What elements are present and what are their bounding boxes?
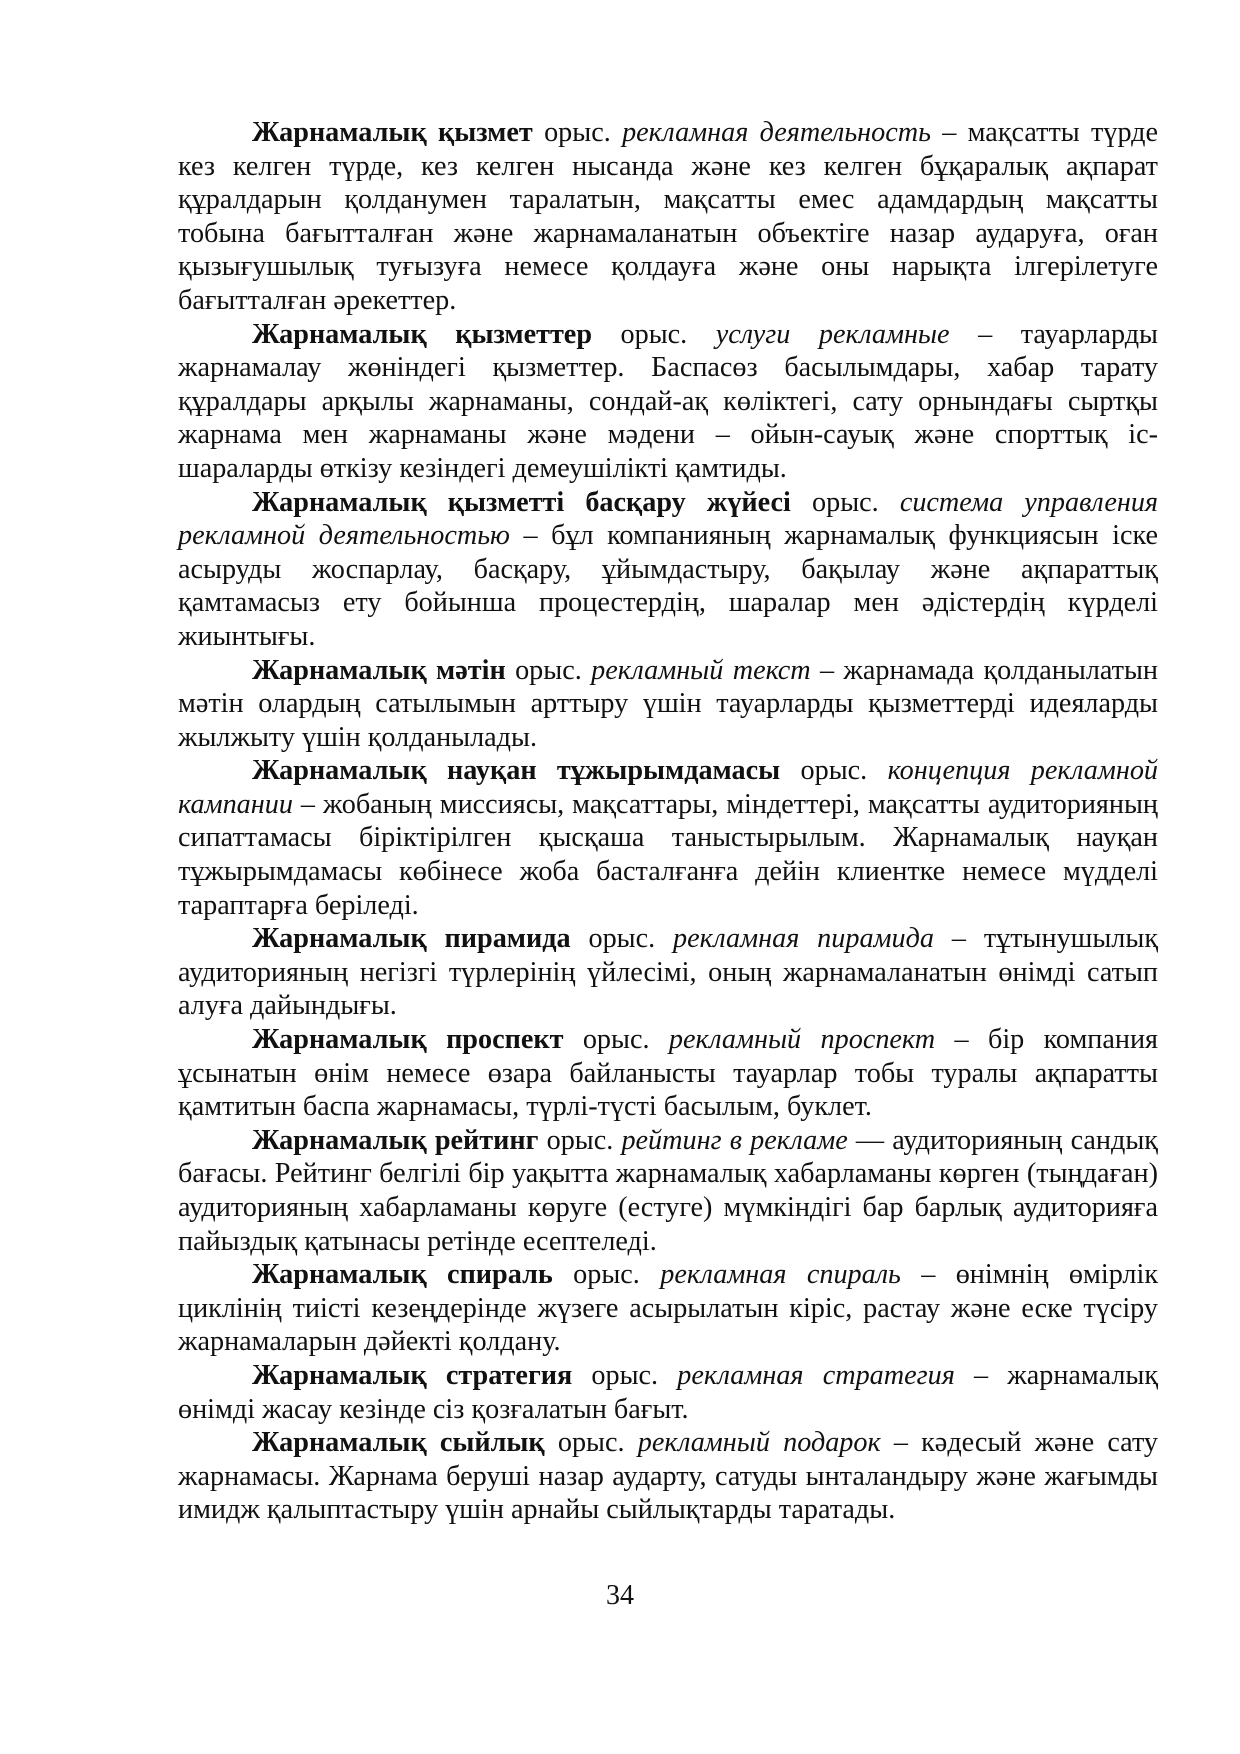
entry-russian-term: рекламный проспект bbox=[668, 1024, 936, 1056]
entry-term: Жарнамалық спираль bbox=[252, 1259, 553, 1291]
entry-russian-term: рекламный подарок bbox=[637, 1427, 881, 1459]
entry-definition: – жарнамада қолданылатын мәтін олардың сатылымын арттыру үшін тауарларды қызметтерді идеяларды жылжыту үшін қолданылады. bbox=[178, 654, 1159, 753]
entry-russian-term: услуги рекламные bbox=[715, 318, 950, 350]
glossary-entry bbox=[178, 1426, 1158, 1527]
entry-language: орыс. bbox=[812, 486, 879, 518]
entry-russian-term: рекламная стратегия bbox=[677, 1359, 955, 1391]
entry-russian-term: концепция рекламной кампании bbox=[178, 755, 1159, 820]
glossary-entry bbox=[178, 486, 1158, 654]
entry-russian-term: рекламная пирамида bbox=[673, 923, 934, 955]
entry-russian-term: рекламная деятельность bbox=[622, 117, 931, 148]
entry-language: орыс. bbox=[591, 1359, 659, 1391]
entry-russian-term: рекламный текст bbox=[591, 654, 811, 686]
entry-term: Жарнамалық науқан тұжырымдамасы bbox=[252, 755, 781, 787]
entry-term: Жарнамалық рейтинг bbox=[252, 1124, 539, 1156]
entry-term: Жарнамалық мәтін bbox=[252, 654, 506, 686]
page-number: 34 bbox=[606, 1580, 634, 1611]
glossary-entry bbox=[178, 116, 1158, 318]
entry-language: орыс. bbox=[544, 117, 611, 148]
entry-russian-term: рейтинг в рекламе bbox=[621, 1124, 848, 1156]
entry-definition: — аудиторияның сандық бағасы. Рейтинг белгілі бір уақытта жарнамалық хабарламаны көрген (тыңдаған) аудиторияның хабарламаны көруге (естуге) мүмкіндігі бар барлық аудиторияға пайыздық қатынасы ретінде есептеледі. bbox=[178, 1124, 1158, 1257]
entry-definition: – өнімнің өмірлік циклінің тиісті кезеңдерінде жүзеге асырылатын кіріс, растау және еске түсіру жарнамаларын дәйекті қолдану. bbox=[178, 1259, 1159, 1358]
entry-language: орыс. bbox=[573, 1259, 640, 1291]
entry-definition: – мақсатты түрде кез келген түрде, кез келген нысанда және кез келген бұқаралық ақпарат құралдарын қолданумен таралатын, мақсатты емес адамдардың мақсатты тобына бағытталған және жарнамаланатын объектіге назар аударуға, оған қызығушылық туғызуға немесе қолдауға және оны нарықта ілгерілетуге бағытталған әрекеттер. bbox=[178, 117, 1159, 316]
entry-language: орыс. bbox=[557, 1427, 625, 1459]
entry-definition: – тауарларды жарнамалау жөніндегі қызметтер. Баспасөз басылымдары, хабар тарату құралдары арқылы жарнаманы, сондай-ақ көліктегі, сату орнындағы сыртқы жарнама мен жарнаманы және мәдени – ойын-сауық және спорттық іс-шараларды өткізу кезіндегі демеушілікті қамтиды. bbox=[178, 318, 1158, 484]
entry-term: Жарнамалық стратегия bbox=[252, 1359, 573, 1391]
glossary-entry bbox=[178, 922, 1158, 1023]
entry-language: орыс. bbox=[582, 1024, 650, 1056]
entry-definition: – тұтынушылық аудиторияның негізгі түрлерінің үйлесімі, оның жарнамаланатын өнімді сатып алуға дайындығы. bbox=[178, 923, 1159, 1022]
entry-term: Жарнамалық қызметтер bbox=[252, 318, 592, 350]
glossary-entry bbox=[178, 1258, 1158, 1359]
entry-definition: – кәдесый және сату жарнамасы. Жарнама беруші назар аударту, сатуды ынталандыру және жағымды имидж қалыптастыру үшін арнайы сыйлықтарды таратады. bbox=[178, 1427, 1159, 1526]
entry-definition: – бір компания ұсынатын өнім немесе өзара байланысты тауарлар тобы туралы ақпаратты қамтитын баспа жарнамасы, түрлі-түсті басылым, буклет. bbox=[178, 1024, 1159, 1123]
entry-definition: – жобаның миссиясы, мақсаттары, міндеттері, мақсатты аудиторияның сипаттамасы біріктірілген қысқаша таныстырылым. Жарнамалық науқан тұжырымдамасы көбінесе жоба басталғанға дейін клиентке немесе мүдделі тараптарға беріледі. bbox=[178, 788, 1159, 921]
glossary-entry bbox=[178, 318, 1158, 486]
entry-definition: – жарнамалық өнімді жасау кезінде сіз қозғалатын бағыт. bbox=[178, 1359, 1159, 1425]
glossary-entry bbox=[178, 1023, 1158, 1124]
entry-language: орыс. bbox=[546, 1124, 614, 1156]
glossary-entry bbox=[178, 754, 1158, 922]
glossary-entry bbox=[178, 654, 1158, 755]
entry-language: орыс. bbox=[515, 654, 582, 686]
entry-russian-term: система управления рекламной деятельностью bbox=[178, 486, 1159, 552]
entry-term: Жарнамалық қызметті басқару жүйесі bbox=[252, 486, 791, 518]
entry-language: орыс. bbox=[620, 318, 688, 350]
entry-definition: – бұл компанияның жарнамалық функциясын іске асыруды жоспарлау, басқару, ұйымдастыру, бақылау және ақпараттық қамтамасыз ету бойынша процестердің, шаралар мен әдістердің күрделі жиынтығы. bbox=[178, 520, 1159, 652]
glossary-entry bbox=[178, 1359, 1158, 1426]
entry-term: Жарнамалық сыйлық bbox=[252, 1427, 545, 1459]
entry-term: Жарнамалық қызмет bbox=[252, 117, 533, 148]
entry-language: орыс. bbox=[588, 923, 656, 955]
entry-term: Жарнамалық проспект bbox=[252, 1024, 564, 1056]
document-body bbox=[178, 116, 1158, 1527]
entry-language: орыс. bbox=[800, 755, 868, 787]
entry-term: Жарнамалық пирамида bbox=[252, 923, 571, 955]
entry-russian-term: рекламная спираль bbox=[660, 1259, 901, 1291]
glossary-entry bbox=[178, 1124, 1158, 1258]
